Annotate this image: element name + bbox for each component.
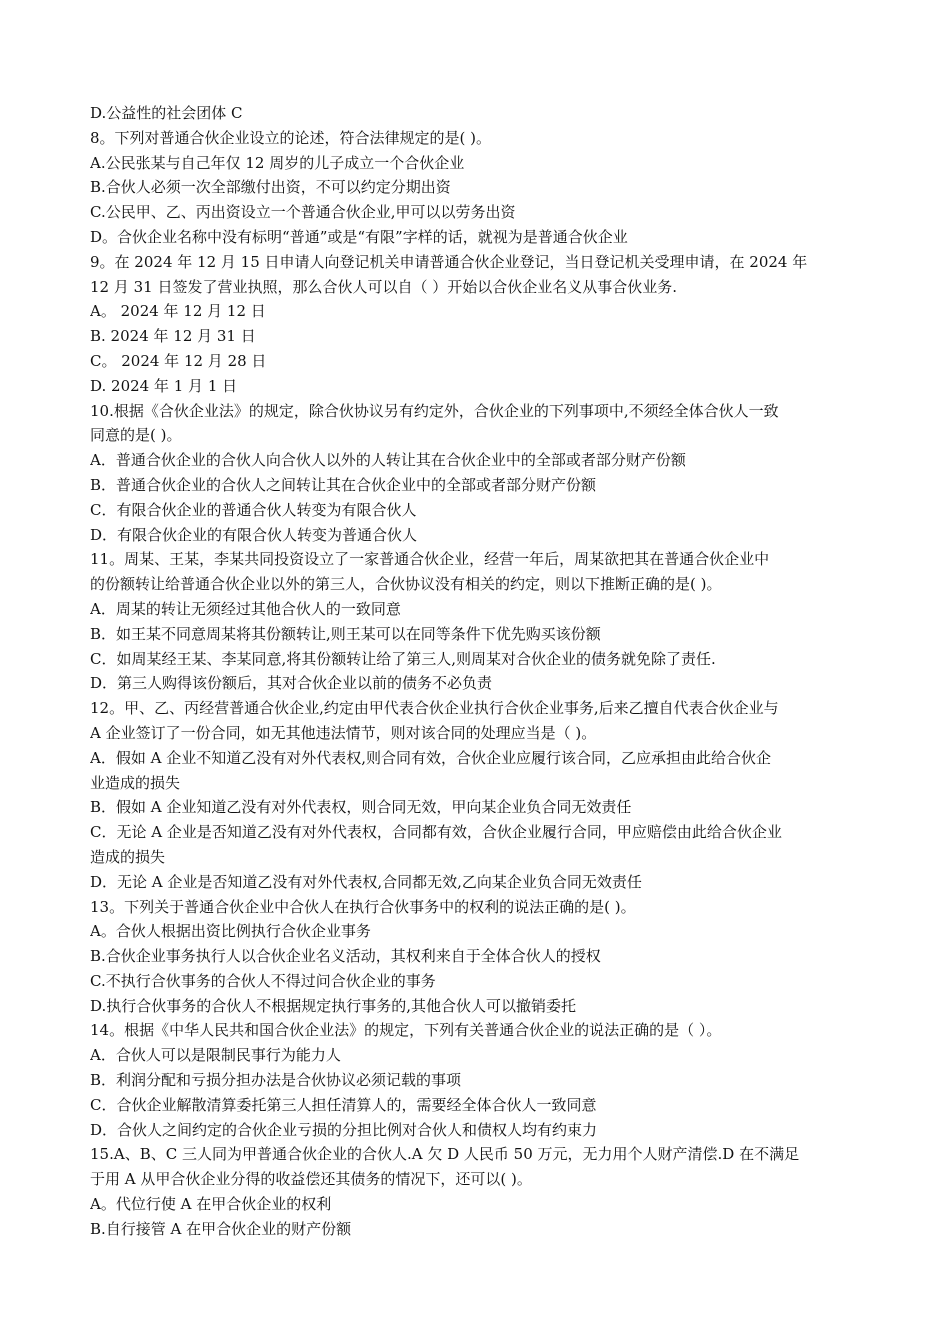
text-line: 12。甲、乙、丙经营普通合伙企业,约定由甲代表合伙企业执行合伙企业事务,后来乙擅自代表合伙企业与 [90,699,779,718]
text-line: D．有限合伙企业的有限合伙人转变为普通合伙人 [90,525,418,544]
text-line: 的份额转让给普通合伙企业以外的第三人，合伙协议没有相关的约定，则以下推断正确的是( )。 [90,575,722,594]
text-line: 同意的是( )。 [90,426,182,445]
text-line: 造成的损失 [90,847,166,866]
text-line: C.公民甲、乙、丙出资设立一个普通合伙企业,甲可以以劳务出资 [90,203,516,222]
text-line: B．假如 A 企业知道乙没有对外代表权，则合同无效，甲向某企业负合同无效责任 [90,798,632,817]
text-line: C．有限合伙企业的普通合伙人转变为有限合伙人 [90,500,417,519]
text-line: A。合伙人根据出资比例执行合伙企业事务 [90,922,371,941]
text-line: 14。根据《中华人民共和国合伙企业法》的规定，下列有关普通合伙企业的说法正确的是（ ）。 [90,1021,722,1040]
text-line: A．周某的转让无须经过其他合伙人的一致同意 [90,599,401,618]
text-line: 业造成的损失 [90,773,181,792]
text-line: D. 2024 年 1 月 1 日 [90,376,238,395]
text-line: C。 2024 年 12 月 28 日 [90,351,267,370]
text-line: D.公益性的社会团体 C [90,104,243,122]
text-line: D.执行合伙事务的合伙人不根据规定执行事务的,其他合伙人可以撤销委托 [90,996,577,1015]
text-line: 9。在 2024 年 12 月 15 日申请人向登记机关申请普通合伙企业登记，当日登记机关受理申请，在 2024 年 [90,252,808,271]
text-line: C．如周某经王某、李某同意,将其份额转让给了第三人,则周某对合伙企业的债务就免除了责任. [90,649,716,668]
text-line: A。代位行使 A 在甲合伙企业的权利 [90,1195,332,1214]
text-line: B.自行接管 A 在甲合伙企业的财产份额 [90,1219,352,1238]
text-line: B．普通合伙企业的合伙人之间转让其在合伙企业中的全部或者部分财产份额 [90,475,597,494]
text-line: A。 2024 年 12 月 12 日 [90,302,266,321]
text-line: 15.A、B、C 三人同为甲普通合伙企业的合伙人.A 欠 D 人民币 50 万元，无力用个人财产清偿.D 在不满足 [90,1145,800,1164]
text-line: A.公民张某与自己年仅 12 周岁的儿子成立一个合伙企业 [90,153,465,172]
body-text [90,101,862,1242]
text-line: D．合伙人之间约定的合伙企业亏损的分担比例对合伙人和债权人均有约束力 [90,1120,598,1139]
text-line: 于用 A 从甲合伙企业分得的收益偿还其债务的情况下，还可以( )。 [90,1170,532,1189]
text-line: 13。下列关于普通合伙企业中合伙人在执行合伙事务中的权利的说法正确的是( )。 [90,897,636,916]
text-line: B.合伙企业事务执行人以合伙企业名义活动，其权利来自于全体合伙人的授权 [90,947,601,966]
text-line: A．假如 A 企业不知道乙没有对外代表权,则合同有效，合伙企业应履行该合同，乙应承担由此给合伙企 [90,748,771,767]
text-line: 8。下列对普通合伙企业设立的论述，符合法律规定的是( )。 [90,128,492,147]
text-line: B．利润分配和亏损分担办法是合伙协议必须记载的事项 [90,1071,462,1090]
text-line: C．无论 A 企业是否知道乙没有对外代表权，合同都有效，合伙企业履行合同，甲应赔偿由此给合伙企业 [90,823,782,842]
text-line: C.不执行合伙事务的合伙人不得过问合伙企业的事务 [90,971,436,990]
text-line: 12 月 31 日签发了营业执照，那么合伙人可以自（ ）开始以合伙企业名义从事合伙业务. [90,277,678,296]
text-line: 11。周某、王某，李某共同投资设立了一家普通合伙企业，经营一年后，周某欲把其在普通合伙企业中 [90,550,770,569]
text-line: D。合伙企业名称中没有标明“普通”或是“有限”字样的话，就视为是普通合伙企业 [90,227,628,246]
text-line: A 企业签订了一份合同，如无其他违法情节，则对该合同的处理应当是（ )。 [90,723,597,742]
text-line: A．合伙人可以是限制民事行为能力人 [90,1046,341,1065]
text-line: B.合伙人必须一次全部缴付出资，不可以约定分期出资 [90,178,451,197]
text-line: C．合伙企业解散清算委托第三人担任清算人的，需要经全体合伙人一致同意 [90,1095,597,1114]
text-line: B．如王某不同意周某将其份额转让,则王某可以在同等条件下优先购买该份额 [90,624,601,643]
text-line: 10.根据《合伙企业法》的规定，除合伙协议另有约定外，合伙企业的下列事项中,不须经全体合伙人一致 [90,401,779,420]
text-line: A．普通合伙企业的合伙人向合伙人以外的人转让其在合伙企业中的全部或者部分财产份额 [90,451,686,470]
text-line: D．第三人购得该份额后，其对合伙企业以前的债务不必负责 [90,674,493,693]
text-line: D．无论 A 企业是否知道乙没有对外代表权,合同都无效,乙向某企业负合同无效责任 [90,872,642,891]
text-line: B. 2024 年 12 月 31 日 [90,327,256,346]
